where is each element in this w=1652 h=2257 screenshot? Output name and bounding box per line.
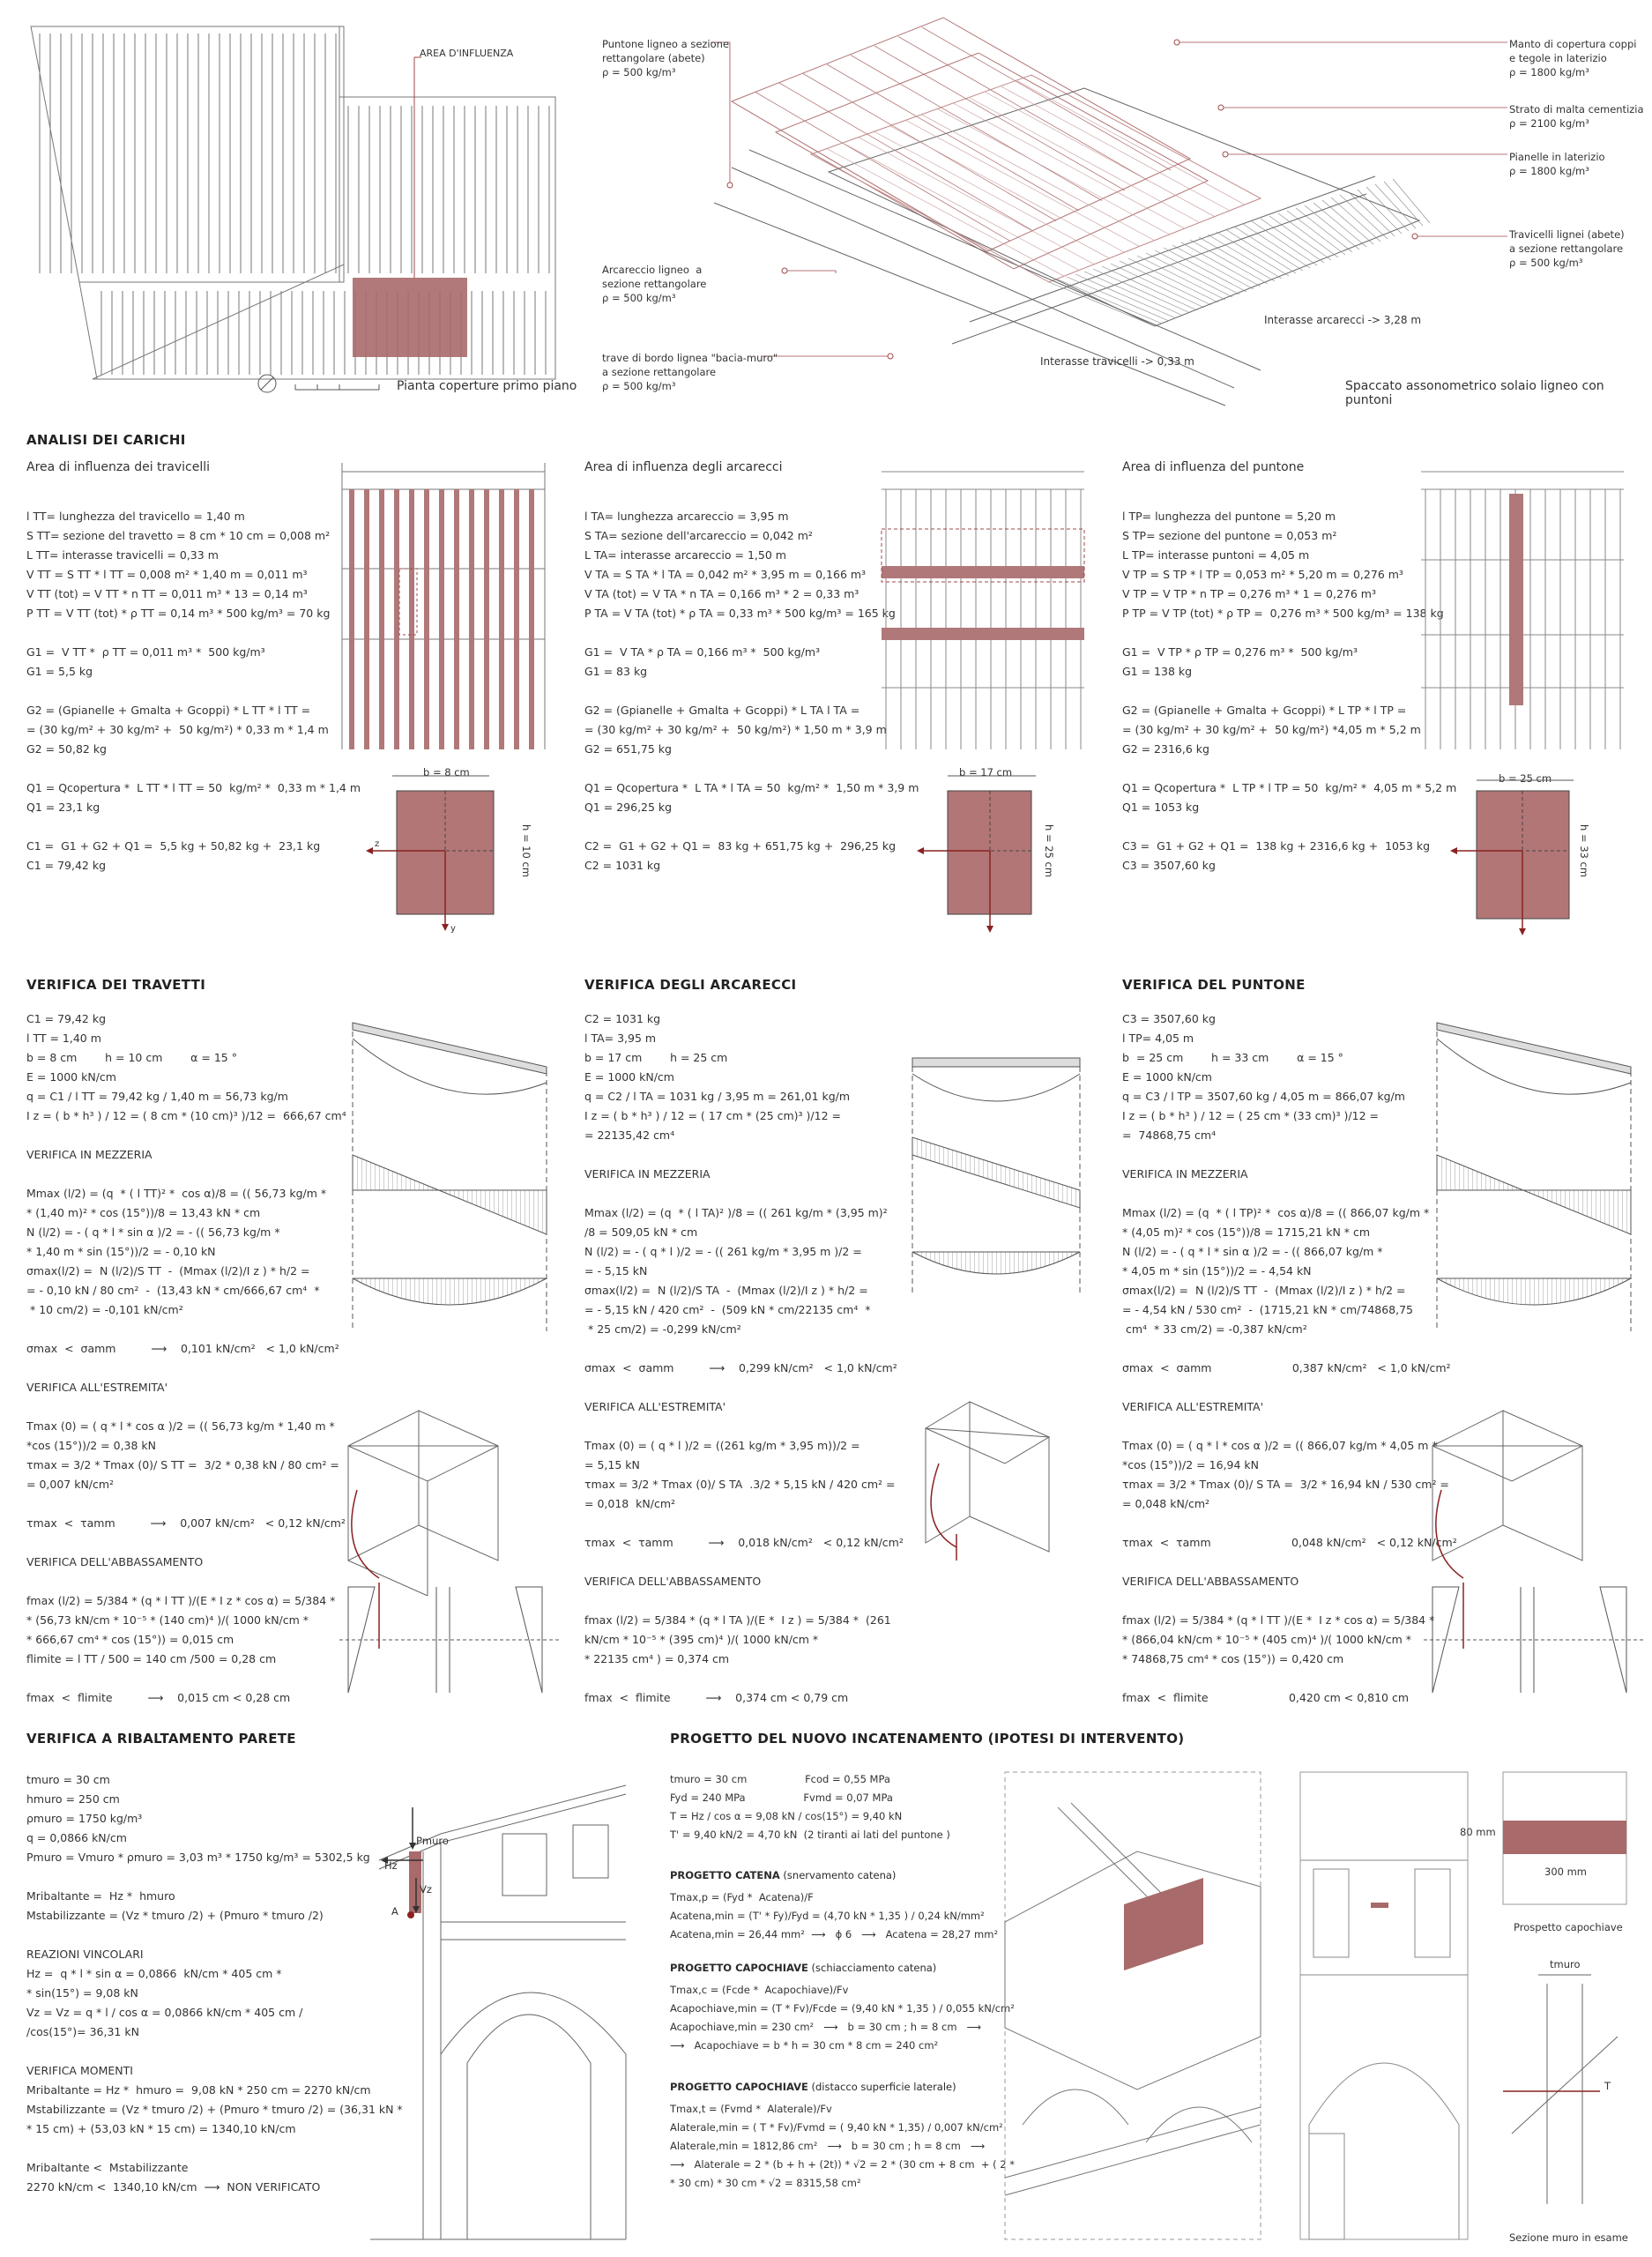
verifica-line: * 22135 cm⁴ ) = 0,374 cm — [584, 1652, 730, 1665]
analisi-line — [584, 759, 919, 778]
analisi-line: C3 = 3507,60 kg — [1122, 859, 1216, 872]
analisi-line: G1 = 138 kg — [1122, 665, 1193, 678]
interasse-arcarecci: Interasse arcarecci -> 3,28 m — [1264, 314, 1422, 326]
analisi-line: Q1 = Qcopertura * L TT * l TT = 50 kg/m² * 0,33 m * 1,4 m — [26, 781, 361, 794]
ribaltamento-line — [26, 1867, 403, 1887]
catena-line: Tmax,p = (Fyd * Acatena)/F — [670, 1891, 814, 1903]
intro-line: T = Hz / cos α = 9,08 kN / cos(15°) = 9,40 kN — [670, 1810, 903, 1822]
verifica-line — [584, 1184, 904, 1203]
analisi-line: G2 = 2316,6 kg — [1122, 742, 1209, 756]
verifica-line: Mmax (l/2) = (q * ( l TA)² )/8 = (( 261 kg/m * (3,95 m)² — [584, 1206, 888, 1219]
catena-sub: (snervamento catena) — [779, 1869, 897, 1881]
plan-caption: Pianta coperture primo piano — [397, 379, 577, 393]
catena-heading — [670, 1869, 896, 1881]
intro-line: Fyd = 240 MPa Fvmd = 0,07 MPa — [670, 1791, 893, 1804]
note-pianelle: Pianelle in laterizio ρ = 1800 kg/m³ — [1509, 151, 1605, 177]
ribaltamento-line: Mstabilizzante = (Vz * tmuro /2) + (Pmuro * tmuro /2) = (36,31 kN * — [26, 2103, 403, 2116]
verifica-line: VERIFICA IN MEZZERIA — [1122, 1167, 1248, 1181]
verifica-line — [584, 1145, 904, 1165]
capo2-line: Alaterale,min = ( T * Fv)/Fvmd = ( 9,40 kN * 1,35) / 0,007 kN/cm² — [670, 2121, 1003, 2134]
verifica-line: τmax < τamm 0,048 kN/cm² < 0,12 kN/cm² — [1122, 1536, 1457, 1549]
note-arcareccio: Arcareccio ligneo a sezione rettangolare ρ = 500 kg/m³ — [602, 264, 707, 304]
verifica-line: * (56,73 kN/cm * 10⁻⁵ * (140 cm)⁴ )/( 1000 kN/cm * — [26, 1613, 309, 1627]
capo1-lines — [670, 1981, 1015, 2055]
verifica-line: N (l/2) = - ( q * l )/2 = - (( 261 kg/m * 3,95 m )/2 = — [584, 1245, 862, 1258]
verifica-line: *cos (15°))/2 = 0,38 kN — [26, 1439, 157, 1452]
verifica-line: = - 4,54 kN / 530 cm² - (1715,21 kN * cm/74868,75 — [1122, 1303, 1414, 1316]
verifica-line: σmax < σamm ⟶ 0,101 kN/cm² < 1,0 kN/cm² — [26, 1342, 339, 1355]
analisi-line: l TP= lunghezza del puntone = 5,20 m — [1122, 510, 1336, 523]
dim-300-label: 300 mm — [1544, 1866, 1588, 1878]
ribaltamento-line: ρmuro = 1750 kg/m³ — [26, 1812, 143, 1825]
verifica-line: = 0,007 kN/cm² — [26, 1478, 115, 1491]
svg-text:y: y — [450, 924, 456, 934]
verifica-line — [1122, 1417, 1457, 1436]
analisi-line: S TP= sezione del puntone = 0,053 m² — [1122, 529, 1337, 542]
verifica-line — [26, 1397, 346, 1417]
verifica-line — [1122, 1339, 1457, 1359]
verifica-line — [1122, 1553, 1457, 1572]
ribaltamento-line: 2270 kN/cm < 1340,10 kN/cm ⟶ NON VERIFICATO — [26, 2180, 321, 2194]
analisi-line: C3 = G1 + G2 + Q1 = 138 kg + 2316,6 kg + 1053 kg — [1122, 839, 1431, 853]
area-influenza-label: AREA D'INFLUENZA — [420, 48, 514, 59]
analisi-line: P TA = V TA (tot) * ρ TA = 0,33 m³ * 500 kg/m³ = 165 kg — [584, 607, 896, 620]
verifica-line: q = C2 / l TA = 1031 kg / 3,95 m = 261,01 kg/m — [584, 1090, 851, 1103]
verifica-line: b = 25 cm h = 33 cm α = 15 ° — [1122, 1051, 1343, 1064]
intro-line: T' = 9,40 kN/2 = 4,70 kN (2 tiranti ai lati del puntone ) — [670, 1829, 950, 1841]
verifica-line: = - 5,15 kN / 420 cm² - (509 kN * cm/22135 cm⁴ * — [584, 1303, 871, 1316]
ribaltamento-line — [26, 2139, 403, 2158]
verifica-line: σmax(l/2) = N (l/2)/S TT - (Mmax (l/2)/I z ) * h/2 = — [26, 1264, 310, 1277]
verifica-line: *cos (15°))/2 = 16,94 kN — [1122, 1458, 1259, 1471]
analisi-line: G1 = 5,5 kg — [26, 665, 93, 678]
verifica-line — [584, 1417, 904, 1436]
beam-diagram-arcarecci — [912, 1058, 1089, 1296]
analisi-line: G1 = V TA * ρ TA = 0,166 m³ * 500 kg/m³ — [584, 645, 821, 659]
section-b-label: b = 17 cm — [959, 766, 1013, 778]
verifica-line: I z = ( b * h³ ) / 12 = ( 17 cm * (25 cm)³ )/12 = — [584, 1109, 841, 1122]
verifica-line: * 25 cm/2) = -0,299 kN/cm² — [584, 1322, 741, 1336]
capo2-heading — [670, 2081, 956, 2093]
analisi-line: V TP = V TP * n TP = 0,276 m³ * 1 = 0,276 m³ — [1122, 587, 1376, 600]
verifica-line: cm⁴ * 33 cm/2) = -0,387 kN/cm² — [1122, 1322, 1307, 1336]
verifica-line — [26, 1359, 346, 1378]
verifica-line: * 1,40 m * sin (15°))/2 = - 0,10 kN — [26, 1245, 216, 1258]
verifica-line: Tmax (0) = ( q * l * cos α )/2 = (( 866,07 kg/m * 4,05 m * — [1122, 1439, 1438, 1452]
dim-80-label: 80 mm — [1460, 1826, 1496, 1838]
verifica-line: = 0,048 kN/cm² — [1122, 1497, 1210, 1510]
catena-lines — [670, 1888, 998, 1944]
verifica-line: E = 1000 kN/cm — [584, 1070, 674, 1084]
verifica-line: Mmax (l/2) = (q * ( l TT)² * cos α)/8 = (( 56,73 kg/m * — [26, 1187, 327, 1200]
catena-title: PROGETTO CATENA — [670, 1869, 780, 1881]
verifica-line — [1122, 1669, 1457, 1688]
analisi-line: L TA= interasse arcareccio = 1,50 m — [584, 548, 786, 562]
capo2-lines — [670, 2100, 1015, 2193]
analisi-lines — [1122, 507, 1456, 875]
tmuro-label: tmuro — [1550, 1958, 1581, 1970]
ribaltamento-line: q = 0,0866 kN/cm — [26, 1831, 127, 1844]
verifica-line: l TP= 4,05 m — [1122, 1032, 1194, 1045]
analisi-line: G2 = (Gpianelle + Gmalta + Gcoppi) * L TA l TA = — [584, 704, 860, 717]
verifica-line: * (1,40 m)² * cos (15°))/8 = 13,43 kN * cm — [26, 1206, 261, 1219]
verifica-line — [26, 1669, 346, 1688]
ribaltamento-line — [26, 2042, 403, 2061]
verifica-line: τmax = 3/2 * Tmax (0)/ S TA = 3/2 * 16,94 kN / 530 cm² = — [1122, 1478, 1449, 1491]
verifica-line: fmax < flimite ⟶ 0,374 cm < 0,79 cm — [584, 1691, 849, 1704]
verifica-line: VERIFICA IN MEZZERIA — [584, 1167, 711, 1181]
analisi-line — [584, 623, 919, 643]
analisi-line: Q1 = Qcopertura * L TA * l TA = 50 kg/m² * 1,50 m * 3,9 m — [584, 781, 919, 794]
analisi-line: G1 = V TP * ρ TP = 0,276 m³ * 500 kg/m³ — [1122, 645, 1358, 659]
verifica-line: = 74868,75 cm⁴ — [1122, 1128, 1217, 1142]
analisi-line: G1 = 83 kg — [584, 665, 648, 678]
analisi-line — [1122, 682, 1456, 701]
verifica-line: VERIFICA DELL'ABBASSAMENTO — [26, 1555, 204, 1568]
end-block-travetti — [339, 1411, 569, 1693]
v-label: Vz — [420, 1883, 432, 1896]
analisi-line: = (30 kg/m² + 30 kg/m² + 50 kg/m²) * 0,33 m * 1,4 m — [26, 723, 329, 736]
capo2-line: Alaterale,min = 1812,86 cm² ⟶ b = 30 cm ; h = 8 cm ⟶ — [670, 2140, 986, 2152]
analisi-title: ANALISI DEI CARICHI — [26, 432, 186, 448]
note-manto: Manto di copertura coppi e tegole in laterizio ρ = 1800 kg/m³ — [1509, 38, 1637, 78]
section-travicello-drawing — [366, 776, 525, 934]
note-travicelli: Travicelli lignei (abete) a sezione rettangolare ρ = 500 kg/m³ — [1509, 228, 1625, 269]
capochiave-mark — [1371, 1903, 1388, 1908]
verifica-line: Mmax (l/2) = (q * ( l TP)² * cos α)/8 = (( 866,07 kg/m * — [1122, 1206, 1430, 1219]
analisi-line: G2 = (Gpianelle + Gmalta + Gcoppi) * L TT * l TT = — [26, 704, 311, 717]
capo1-line: Acapochiave,min = 230 cm² ⟶ b = 30 cm ; h = 8 cm ⟶ — [670, 2021, 981, 2033]
leader-lines — [0, 0, 1652, 406]
analisi-lines — [26, 507, 361, 875]
verifica-line — [26, 1126, 346, 1145]
analisi-lines — [584, 507, 919, 875]
analisi-line: C2 = G1 + G2 + Q1 = 83 kg + 651,75 kg + 296,25 kg — [584, 839, 897, 853]
analisi-line: V TT = S TT * l TT = 0,008 m² * 1,40 m = 0,011 m³ — [26, 568, 308, 581]
verifica-line — [26, 1320, 346, 1339]
verifica-line: τmax < τamm ⟶ 0,007 kN/cm² < 0,12 kN/cm² — [26, 1516, 346, 1530]
verifica-line: VERIFICA ALL'ESTREMITA' — [26, 1381, 168, 1394]
beam-diagram-travetti — [344, 1014, 555, 1402]
analisi-line: G2 = 651,75 kg — [584, 742, 672, 756]
analisi-line: G2 = (Gpianelle + Gmalta + Gcoppi) * L TP * l TP = — [1122, 704, 1407, 717]
ribaltamento-line: REAZIONI VINCOLARI — [26, 1948, 144, 1961]
section-h-label: h = 25 cm — [1043, 824, 1055, 878]
verifica-line: N (l/2) = - ( q * l * sin α )/2 = - (( 56,73 kg/m * — [26, 1225, 280, 1239]
verifica-line: = 0,018 kN/cm² — [584, 1497, 676, 1510]
analisi-line: L TT= interasse travicelli = 0,33 m — [26, 548, 219, 562]
verifica-title: VERIFICA DEGLI ARCARECCI — [584, 977, 797, 993]
ribaltamento-line — [26, 1926, 403, 1945]
capo1-line: Acapochiave,min = (T * Fv)/Fcde = (9,40 kN * 1,35 ) / 0,055 kN/cm² — [670, 2002, 1015, 2015]
verifica-line: E = 1000 kN/cm — [1122, 1070, 1212, 1084]
intervention-elevation — [1300, 1772, 1468, 2239]
analisi-line — [26, 759, 361, 778]
ribaltamento-line: Mribaltante = Hz * hmuro — [26, 1889, 175, 1903]
capo2-line: ⟶ Alaterale = 2 * (b + h + (2t)) * √2 = 2 * (30 cm + 8 cm + ( 2 * — [670, 2158, 1016, 2171]
analisi-line: = (30 kg/m² + 30 kg/m² + 50 kg/m²) *4,05 m * 5,2 m — [1122, 723, 1421, 736]
prospetto-caption: Prospetto capochiave — [1514, 1921, 1623, 1933]
influence-diagram-travicelli — [342, 463, 545, 745]
verifica-line: fmax (l/2) = 5/384 * (q * l TT )/(E * I z * cos α) = 5/384 * — [1122, 1613, 1435, 1627]
verifica-line: VERIFICA DELL'ABBASSAMENTO — [1122, 1575, 1299, 1588]
analisi-line: S TA= sezione dell'arcareccio = 0,042 m² — [584, 529, 813, 542]
axon-caption: Spaccato assonometrico solaio ligneo con puntoni — [1345, 379, 1604, 407]
analisi-line: V TP = S TP * l TP = 0,053 m² * 5,20 m = 0,276 m³ — [1122, 568, 1403, 581]
section-h-label: h = 33 cm — [1578, 824, 1590, 878]
verifica-line: l TA= 3,95 m — [584, 1032, 657, 1045]
verifica-line: fmax (l/2) = 5/384 * (q * l TT )/(E * I z * cos α) = 5/384 * — [26, 1594, 336, 1607]
verifica-line: Tmax (0) = ( q * l * cos α )/2 = (( 56,73 kg/m * 1,40 m * — [26, 1419, 335, 1433]
verifica-line: = - 5,15 kN — [584, 1264, 648, 1277]
analisi-line: G1 = V TT * ρ TT = 0,011 m³ * 500 kg/m³ — [26, 645, 265, 659]
verifica-line — [1122, 1591, 1457, 1611]
h-label: Hz — [384, 1859, 398, 1872]
verifica-line — [584, 1591, 904, 1611]
capochiave-plate — [1503, 1821, 1626, 1854]
analisi-line — [584, 817, 919, 837]
influence-diagram-puntone — [1421, 463, 1624, 745]
analisi-line: Q1 = 1053 kg — [1122, 801, 1200, 814]
verifica-line — [584, 1514, 904, 1533]
analisi-subtitle: Area di influenza dei travicelli — [26, 460, 211, 474]
influence-diagram-arcarecci — [882, 463, 1084, 745]
incatenamento-title: PROGETTO DEL NUOVO INCATENAMENTO (IPOTESI DI INTERVENTO) — [670, 1731, 1185, 1747]
verifica-line: fmax < flimite ⟶ 0,015 cm < 0,28 cm — [26, 1691, 291, 1704]
capo1-line: Tmax,c = (Fcde * Acapochiave)/Fv — [670, 1984, 849, 1996]
verifica-line — [584, 1553, 904, 1572]
verifica-line: = - 0,10 kN / 80 cm² - (13,43 kN * cm/666,67 cm⁴ * — [26, 1284, 320, 1297]
analisi-line: V TA (tot) = V TA * n TA = 0,166 m³ * 2 = 0,33 m³ — [584, 587, 859, 600]
analisi-line — [26, 817, 361, 837]
intervention-axonometric — [1005, 1772, 1261, 2239]
analisi-line: C1 = G1 + G2 + Q1 = 5,5 kg + 50,82 kg + 23,1 kg — [26, 839, 321, 853]
note-puntone: Puntone ligneo a sezione rettangolare (abete) ρ = 500 kg/m³ — [602, 38, 730, 78]
section-h-label: h = 10 cm — [520, 824, 532, 878]
analisi-line: l TA= lunghezza arcareccio = 3,95 m — [584, 510, 789, 523]
end-block-arcarecci — [917, 1402, 1093, 1561]
verifica-line: VERIFICA ALL'ESTREMITA' — [1122, 1400, 1264, 1413]
catena-line: Acatena,min = (T' * Fy)/Fyd = (4,70 kN * 1,35 ) / 0,24 kN/mm² — [670, 1910, 985, 1922]
verifica-line — [26, 1494, 346, 1514]
ribaltamento-line: Hz = q * l * sin α = 0,0866 kN/cm * 405 cm * — [26, 1967, 282, 1980]
verifica-line: VERIFICA ALL'ESTREMITA' — [584, 1400, 726, 1413]
analisi-line: V TA = S TA * l TA = 0,042 m² * 3,95 m = 0,166 m³ — [584, 568, 867, 581]
capo2-sub: (distacco superficie laterale) — [807, 2081, 956, 2093]
ribaltamento-line: Mribaltante = Hz * hmuro = 9,08 kN * 250 cm = 2270 kN/cm — [26, 2083, 371, 2097]
ribaltamento-line: VERIFICA MOMENTI — [26, 2064, 133, 2077]
verifica-line — [1122, 1145, 1457, 1165]
prospetto-capochiave — [1503, 1772, 1626, 1904]
a-label: A — [391, 1905, 398, 1918]
ribaltamento-line: * sin(15°) = 9,08 kN — [26, 1986, 138, 2000]
verifica-line: σmax < σamm ⟶ 0,299 kN/cm² < 1,0 kN/cm² — [584, 1361, 897, 1374]
verifica-line: = 5,15 kN — [584, 1458, 640, 1471]
analisi-line — [26, 682, 361, 701]
analisi-line: S TT= sezione del travetto = 8 cm * 10 cm = 0,008 m² — [26, 529, 331, 542]
verifica-line: N (l/2) = - ( q * l * sin α )/2 = - (( 866,07 kg/m * — [1122, 1245, 1383, 1258]
catena-line: Acatena,min = 26,44 mm² ⟶ ϕ 6 ⟶ Acatena = 28,27 mm² — [670, 1928, 999, 1940]
verifica-line: τmax = 3/2 * Tmax (0)/ S TT = 3/2 * 0,38 kN / 80 cm² = — [26, 1458, 339, 1471]
analisi-line: l TT= lunghezza del travicello = 1,40 m — [26, 510, 245, 523]
verifica-line — [1122, 1378, 1457, 1397]
verifica-line: τmax < τamm ⟶ 0,018 kN/cm² < 0,12 kN/cm² — [584, 1536, 904, 1549]
analisi-line — [26, 623, 361, 643]
analisi-line: C1 = 79,42 kg — [26, 859, 107, 872]
verifica-lines — [584, 1009, 904, 1708]
analisi-line: Q1 = 296,25 kg — [584, 801, 673, 814]
t-label: T — [1604, 2080, 1611, 2092]
verifica-line: kN/cm * 10⁻⁵ * (395 cm)⁴ )/( 1000 kN/cm * — [584, 1633, 819, 1646]
verifica-line: l TT = 1,40 m — [26, 1032, 101, 1045]
verifica-line — [584, 1378, 904, 1397]
verifica-line — [1122, 1184, 1457, 1203]
ribaltamento-line: Mribaltante < Mstabilizzante — [26, 2161, 189, 2174]
verifica-line — [584, 1669, 904, 1688]
verifica-line: * 10 cm/2) = -0,101 kN/cm² — [26, 1303, 183, 1316]
ribaltamento-lines — [26, 1770, 403, 2197]
ribaltamento-line: Mstabilizzante = (Vz * tmuro /2) + (Pmuro * tmuro /2) — [26, 1909, 324, 1922]
verifica-line — [1122, 1514, 1457, 1533]
capo2-title: PROGETTO CAPOCHIAVE — [670, 2081, 808, 2093]
analisi-line: Q1 = 23,1 kg — [26, 801, 100, 814]
beam-diagram-puntone — [1428, 1014, 1640, 1402]
analisi-line: L TP= interasse puntoni = 4,05 m — [1122, 548, 1310, 562]
end-block-puntone — [1424, 1411, 1652, 1693]
ribaltamento-line: Pmuro = Vmuro * ρmuro = 3,03 m³ * 1750 kg/m³ = 5302,5 kg — [26, 1851, 370, 1864]
verifica-line: /8 = 509,05 kN * cm — [584, 1225, 698, 1239]
incatenamento-intro — [670, 1770, 950, 1844]
interasse-travicelli: Interasse travicelli -> 0,33 m — [1040, 355, 1194, 368]
ribaltamento-line: Vz = Vz = q * l / cos α = 0,0866 kN/cm * 405 cm / — [26, 2006, 303, 2019]
verifica-line: σmax(l/2) = N (l/2)/S TA - (Mmax (l/2)/I z ) * h/2 = — [584, 1284, 868, 1297]
verifica-line: τmax = 3/2 * Tmax (0)/ S TA .3/2 * 5,15 kN / 420 cm² = — [584, 1478, 896, 1491]
analisi-line — [1122, 759, 1456, 778]
wall-section-drawing — [370, 1763, 626, 2248]
verifica-line: b = 17 cm h = 25 cm — [584, 1051, 728, 1064]
note-trave-bordo: trave di bordo lignea "bacia-muro" a sezione rettangolare ρ = 500 kg/m³ — [602, 352, 778, 392]
verifica-line: * 4,05 m * sin (15°))/2 = - 4,54 kN — [1122, 1264, 1312, 1277]
capo1-title: PROGETTO CAPOCHIAVE — [670, 1962, 808, 1974]
verifica-line: b = 8 cm h = 10 cm α = 15 ° — [26, 1051, 237, 1064]
verifica-line: σmax < σamm 0,387 kN/cm² < 1,0 kN/cm² — [1122, 1361, 1451, 1374]
analisi-line — [1122, 817, 1456, 837]
section-b-label: b = 8 cm — [423, 766, 470, 778]
analisi-subtitle: Area di influenza degli arcarecci — [584, 460, 783, 474]
analisi-line: G2 = 50,82 kg — [26, 742, 107, 756]
analisi-line: C2 = 1031 kg — [584, 859, 661, 872]
verifica-line: q = C3 / l TP = 3507,60 kg / 4,05 m = 866,07 kg/m — [1122, 1090, 1405, 1103]
verifica-line: * 74868,75 cm⁴ * cos (15°)) = 0,420 cm — [1122, 1652, 1344, 1665]
sezione-muro-drawing — [1503, 1966, 1626, 2231]
analisi-line: Q1 = Qcopertura * L TP * l TP = 50 kg/m² * 4,05 m * 5,2 m — [1122, 781, 1457, 794]
capo1-line: ⟶ Acapochiave = b * h = 30 cm * 8 cm = 240 cm² — [670, 2039, 939, 2052]
ribaltamento-line: hmuro = 250 cm — [26, 1792, 120, 1806]
verifica-line: flimite = l TT / 500 = 140 cm /500 = 0,28 cm — [26, 1652, 277, 1665]
verifica-line: I z = ( b * h³ ) / 12 = ( 25 cm * (33 cm)³ )/12 = — [1122, 1109, 1379, 1122]
ribaltamento-line: tmuro = 30 cm — [26, 1773, 110, 1786]
p-muro-label: Pmuro — [416, 1835, 449, 1847]
verifica-line: * (4,05 m)² * cos (15°))/8 = 1715,21 kN * cm — [1122, 1225, 1371, 1239]
verifica-line — [26, 1572, 346, 1591]
intro-line: tmuro = 30 cm Fcod = 0,55 MPa — [670, 1773, 890, 1785]
ribaltamento-line: /cos(15°)= 36,31 kN — [26, 2025, 139, 2038]
analisi-line — [1122, 623, 1456, 643]
verifica-lines — [26, 1009, 346, 1708]
verifica-line: * (866,04 kN/cm * 10⁻⁵ * (405 cm)⁴ )/( 1000 kN/cm * — [1122, 1633, 1411, 1646]
svg-text:z: z — [375, 839, 380, 849]
verifica-line: VERIFICA IN MEZZERIA — [26, 1148, 153, 1161]
verifica-line: C2 = 1031 kg — [584, 1012, 661, 1025]
verifica-line — [26, 1533, 346, 1553]
analisi-line: V TT (tot) = V TT * n TT = 0,011 m³ * 13 = 0,14 m³ — [26, 587, 308, 600]
capo2-line: Tmax,t = (Fvmd * Alaterale)/Fv — [670, 2103, 832, 2115]
sezione-caption: Sezione muro in esame — [1509, 2231, 1628, 2244]
verifica-line: E = 1000 kN/cm — [26, 1070, 116, 1084]
analisi-subtitle: Area di influenza del puntone — [1122, 460, 1305, 474]
verifica-line: C1 = 79,42 kg — [26, 1012, 107, 1025]
capo1-heading — [670, 1962, 936, 1974]
analisi-line — [584, 682, 919, 701]
verifica-line: σmax(l/2) = N (l/2)/S TT - (Mmax (l/2)/I z ) * h/2 = — [1122, 1284, 1406, 1297]
capo2-line: * 30 cm) * 30 cm * √2 = 8315,58 cm² — [670, 2177, 861, 2189]
verifica-line: I z = ( b * h³ ) / 12 = ( 8 cm * (10 cm)³ )/12 = 666,67 cm⁴ — [26, 1109, 346, 1122]
verifica-line: q = C1 / l TT = 79,42 kg / 1,40 m = 56,73 kg/m — [26, 1090, 288, 1103]
verifica-line — [584, 1339, 904, 1359]
analisi-line: = (30 kg/m² + 30 kg/m² + 50 kg/m²) * 1,50 m * 3,9 m — [584, 723, 887, 736]
verifica-line: fmax < flimite 0,420 cm < 0,810 cm — [1122, 1691, 1410, 1704]
verifica-line: C3 = 3507,60 kg — [1122, 1012, 1216, 1025]
verifica-line — [26, 1165, 346, 1184]
ribaltamento-line: * 15 cm) + (53,03 kN * 15 cm) = 1340,10 kN/cm — [26, 2122, 296, 2135]
verifica-lines — [1122, 1009, 1457, 1708]
ribaltamento-title: VERIFICA A RIBALTAMENTO PARETE — [26, 1731, 296, 1747]
note-malta: Strato di malta cementizia ρ = 2100 kg/m³ — [1509, 103, 1644, 130]
verifica-line: = 22135,42 cm⁴ — [584, 1128, 675, 1142]
verifica-line: * 666,67 cm⁴ * cos (15°)) = 0,015 cm — [26, 1633, 234, 1646]
capochiave-highlight — [1124, 1878, 1203, 1970]
verifica-line: fmax (l/2) = 5/384 * (q * l TA )/(E * I z ) = 5/384 * (261 — [584, 1613, 891, 1627]
analisi-line: P TP = V TP (tot) * ρ TP = 0,276 m³ * 500 kg/m³ = 138 kg — [1122, 607, 1444, 620]
analisi-line: P TT = V TT (tot) * ρ TT = 0,14 m³ * 500 kg/m³ = 70 kg — [26, 607, 331, 620]
section-b-label: b = 25 cm — [1499, 772, 1552, 785]
verifica-title: VERIFICA DEL PUNTONE — [1122, 977, 1306, 993]
verifica-title: VERIFICA DEI TRAVETTI — [26, 977, 206, 993]
verifica-line: VERIFICA DELL'ABBASSAMENTO — [584, 1575, 762, 1588]
capo1-sub: (schiacciamento catena) — [807, 1962, 937, 1974]
verifica-line: Tmax (0) = ( q * l )/2 = ((261 kg/m * 3,95 m))/2 = — [584, 1439, 860, 1452]
